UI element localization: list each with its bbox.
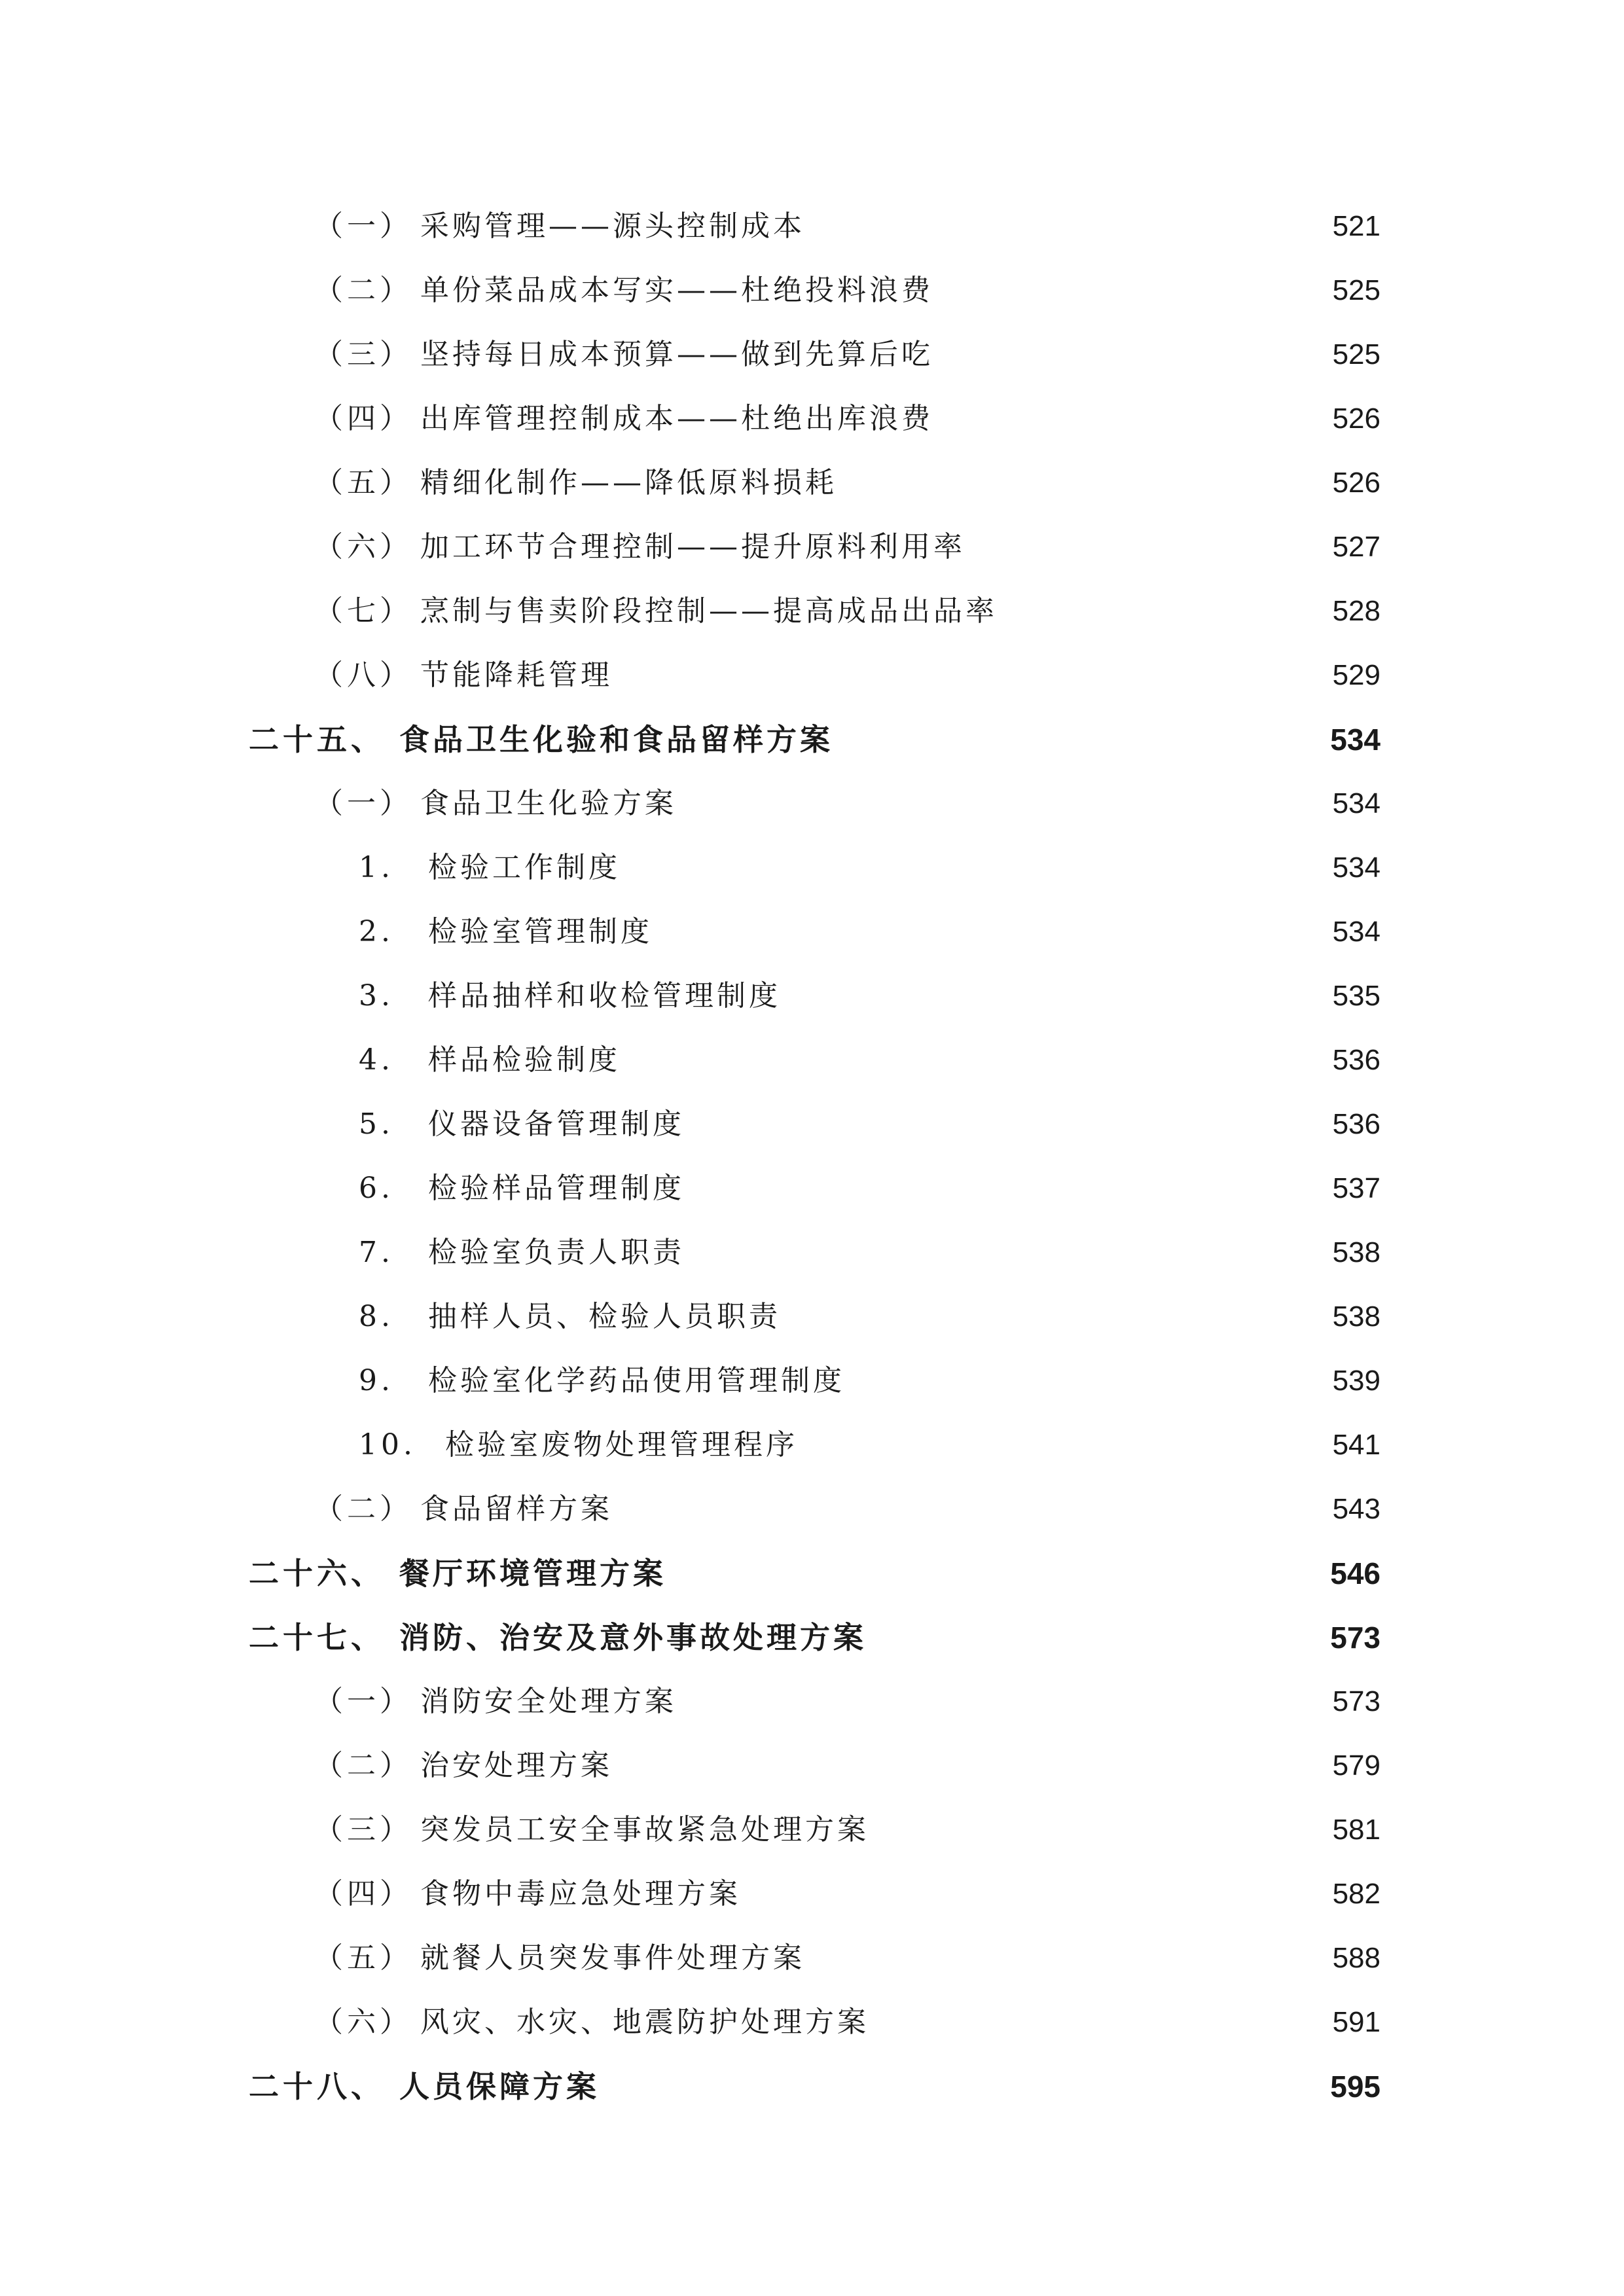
toc-entry-page: 526 — [1332, 403, 1380, 435]
toc-entry-number: （四） — [314, 402, 412, 435]
toc-subentry[interactable] — [359, 1284, 1380, 1336]
toc-entry-number: 4. — [359, 1043, 394, 1077]
toc-entry-title: 检验室管理制度 — [428, 915, 653, 948]
toc-entry-page: 534 — [1332, 852, 1380, 884]
toc-entry-title: 治安处理方案 — [420, 1749, 613, 1782]
toc-entry-number: （三） — [314, 338, 412, 371]
toc-subentry[interactable] — [359, 963, 1380, 1016]
dot-leader — [940, 335, 1323, 374]
toc-entry-page: 582 — [1332, 1878, 1380, 1910]
toc-entry-title: 采购管理——源头控制成本 — [420, 209, 805, 243]
toc-entry[interactable] — [314, 1733, 1380, 1785]
toc-entry-page: 536 — [1332, 1044, 1380, 1076]
toc-entry-title: 餐厅环境管理方案 — [399, 1556, 666, 1591]
dot-leader — [940, 271, 1323, 310]
toc-entry-page: 588 — [1332, 1942, 1380, 1974]
dot-leader — [840, 720, 1323, 759]
toc-entry-number: （一） — [314, 787, 412, 820]
dot-leader — [844, 463, 1323, 503]
dot-leader — [852, 1361, 1323, 1401]
toc-entry-page: 537 — [1332, 1172, 1380, 1204]
toc-entry-title: 精细化制作——降低原料损耗 — [420, 466, 837, 499]
toc-entry-number: 2. — [359, 915, 394, 948]
toc-entry[interactable] — [314, 322, 1380, 374]
toc-entry-page: 525 — [1332, 274, 1380, 306]
toc-entry-title: 节能降耗管理 — [420, 658, 613, 692]
dot-leader — [972, 528, 1323, 567]
dot-leader — [619, 1490, 1323, 1529]
toc-entry-title: 检验室化学药品使用管理制度 — [428, 1364, 845, 1397]
toc-entry-title: 食品留样方案 — [420, 1492, 613, 1526]
toc-entry-title: 检验工作制度 — [428, 851, 621, 884]
dot-leader — [940, 399, 1323, 439]
toc-entry[interactable] — [314, 1926, 1380, 1978]
toc-entry[interactable] — [314, 1990, 1380, 2042]
toc-entry[interactable] — [314, 1669, 1380, 1721]
toc-entry-page: 528 — [1332, 595, 1380, 627]
toc-entry-title: 就餐人员突发事件处理方案 — [420, 1941, 805, 1975]
toc-entry-page: 538 — [1332, 1236, 1380, 1268]
toc-subentry[interactable] — [359, 1028, 1380, 1080]
dot-leader — [606, 2067, 1323, 2106]
toc-entry-number: 7. — [359, 1236, 394, 1269]
toc-entry-page: 529 — [1332, 659, 1380, 691]
toc-entry-page: 591 — [1332, 2006, 1380, 2038]
dot-leader — [691, 1233, 1323, 1272]
toc-entry-title: 食品卫生化验方案 — [420, 787, 677, 820]
dot-leader — [876, 1810, 1323, 1850]
toc-entry[interactable] — [314, 771, 1380, 823]
toc-entry-number: （六） — [314, 2005, 412, 2039]
toc-entry-page: 525 — [1332, 338, 1380, 370]
toc-subentry[interactable] — [359, 1092, 1380, 1144]
dot-leader — [876, 2003, 1323, 2042]
toc-chapter-entry[interactable] — [249, 1541, 1380, 1593]
toc-entry-title: 仪器设备管理制度 — [428, 1107, 685, 1141]
toc-entry-number: （五） — [314, 466, 412, 499]
dot-leader — [683, 784, 1323, 823]
dot-leader — [804, 1426, 1323, 1465]
toc-entry[interactable] — [314, 386, 1380, 439]
toc-entry-title: 食物中毒应急处理方案 — [420, 1877, 741, 1910]
toc-entry-number: 8. — [359, 1300, 394, 1333]
toc-entry-number: （二） — [314, 274, 412, 307]
dot-leader — [691, 1105, 1323, 1144]
toc-entry-number: （七） — [314, 594, 412, 628]
toc-entry-title: 出库管理控制成本——杜绝出库浪费 — [420, 402, 933, 435]
toc-entry[interactable] — [314, 1861, 1380, 1914]
toc-entry-number: 6. — [359, 1172, 394, 1205]
toc-entry-title: 突发员工安全事故紧急处理方案 — [420, 1813, 869, 1846]
toc-entry-title: 消防、治安及意外事故处理方案 — [399, 1620, 867, 1655]
toc-entry-number: （五） — [314, 1941, 412, 1975]
toc-entry-page: 595 — [1330, 2070, 1380, 2104]
toc-entry-title: 加工环节合理控制——提升原料利用率 — [420, 530, 965, 564]
toc-entry-number: 10. — [359, 1428, 416, 1462]
toc-entry-title: 检验室负责人职责 — [428, 1236, 685, 1269]
toc-subentry[interactable] — [359, 899, 1380, 952]
dot-leader — [683, 1682, 1323, 1721]
toc-entry-title: 风灾、水灾、地震防护处理方案 — [420, 2005, 869, 2039]
toc-entry-number: （四） — [314, 1877, 412, 1910]
toc-entry-number: 1. — [359, 851, 394, 884]
dot-leader — [812, 1939, 1323, 1978]
toc-entry[interactable] — [314, 1477, 1380, 1529]
toc-entry-number: 二十八、 — [249, 2069, 385, 2104]
toc-entry-title: 人员保障方案 — [399, 2069, 600, 2104]
toc-entry-page: 546 — [1330, 1556, 1380, 1590]
toc-entry-number: （二） — [314, 1492, 412, 1526]
toc-subentry[interactable] — [359, 1220, 1380, 1272]
toc-entry-page: 541 — [1332, 1429, 1380, 1461]
toc-entry-number: （三） — [314, 1813, 412, 1846]
toc-entry-page: 526 — [1332, 467, 1380, 499]
dot-leader — [627, 1041, 1323, 1080]
toc-entry-page: 573 — [1332, 1685, 1380, 1717]
toc-entry-page: 543 — [1332, 1493, 1380, 1525]
toc-subentry[interactable] — [359, 1156, 1380, 1208]
dot-leader — [1004, 592, 1323, 631]
dot-leader — [673, 1554, 1323, 1593]
toc-entry-title: 消防安全处理方案 — [420, 1685, 677, 1718]
toc-entry-page: 535 — [1332, 980, 1380, 1012]
toc-entry-page: 538 — [1332, 1300, 1380, 1333]
dot-leader — [787, 977, 1323, 1016]
toc-entry[interactable] — [314, 450, 1380, 503]
dot-leader — [619, 1746, 1323, 1785]
toc-entry-page: 539 — [1332, 1365, 1380, 1397]
toc-entry[interactable] — [314, 258, 1380, 310]
toc-subentry[interactable] — [359, 1348, 1380, 1401]
toc-entry[interactable] — [314, 579, 1380, 631]
toc-entry-title: 样品检验制度 — [428, 1043, 621, 1077]
toc-entry-page: 536 — [1332, 1108, 1380, 1140]
dot-leader — [873, 1618, 1323, 1657]
toc-chapter-entry[interactable] — [249, 2054, 1380, 2106]
toc-entry-page: 527 — [1332, 531, 1380, 563]
toc-entry-number: （八） — [314, 658, 412, 692]
toc-subentry[interactable] — [359, 1412, 1380, 1465]
toc-entry-number: （一） — [314, 209, 412, 243]
toc-entry-page: 534 — [1330, 723, 1380, 757]
toc-entry-number: （二） — [314, 1749, 412, 1782]
toc-entry-title: 单份菜品成本写实——杜绝投料浪费 — [420, 274, 933, 307]
toc-entry-number: 3. — [359, 979, 394, 1013]
toc-entry-number: （六） — [314, 530, 412, 564]
toc-entry[interactable] — [314, 514, 1380, 567]
toc-entry-page: 534 — [1332, 787, 1380, 819]
dot-leader — [748, 1874, 1323, 1914]
dot-leader — [659, 912, 1323, 952]
dot-leader — [627, 848, 1323, 888]
toc-entry-number: 5. — [359, 1107, 394, 1141]
toc-entry-page: 521 — [1332, 210, 1380, 242]
toc-entry-title: 烹制与售卖阶段控制——提高成品出品率 — [420, 594, 998, 628]
dot-leader — [812, 207, 1323, 246]
toc-entry-title: 坚持每日成本预算——做到先算后吃 — [420, 338, 933, 371]
toc-entry[interactable] — [314, 194, 1380, 246]
toc-chapter-entry[interactable] — [249, 1605, 1380, 1657]
toc-entry-title: 样品抽样和收检管理制度 — [428, 979, 781, 1013]
toc-entry-number: 二十七、 — [249, 1620, 385, 1655]
toc-entry-number: （一） — [314, 1685, 412, 1718]
dot-leader — [691, 1169, 1323, 1208]
toc-entry-page: 579 — [1332, 1749, 1380, 1782]
dot-leader — [787, 1297, 1323, 1336]
toc-entry-page: 534 — [1332, 916, 1380, 948]
toc-entry-number: 9. — [359, 1364, 394, 1397]
toc-entry-page: 581 — [1332, 1814, 1380, 1846]
toc-entry-number: 二十六、 — [249, 1556, 385, 1591]
toc-entry-number: 二十五、 — [249, 722, 385, 757]
toc-entry-title: 抽样人员、检验人员职责 — [428, 1300, 781, 1333]
toc-subentry[interactable] — [359, 835, 1380, 888]
toc-entry-page: 573 — [1330, 1621, 1380, 1655]
toc-chapter-entry[interactable] — [249, 707, 1380, 759]
toc-entry-title: 检验样品管理制度 — [428, 1172, 685, 1205]
toc-entry[interactable] — [314, 643, 1380, 695]
toc-entry[interactable] — [314, 1797, 1380, 1850]
dot-leader — [619, 656, 1323, 695]
toc-entry-title: 食品卫生化验和食品留样方案 — [399, 722, 833, 757]
toc-entry-title: 检验室废物处理管理程序 — [445, 1428, 798, 1462]
